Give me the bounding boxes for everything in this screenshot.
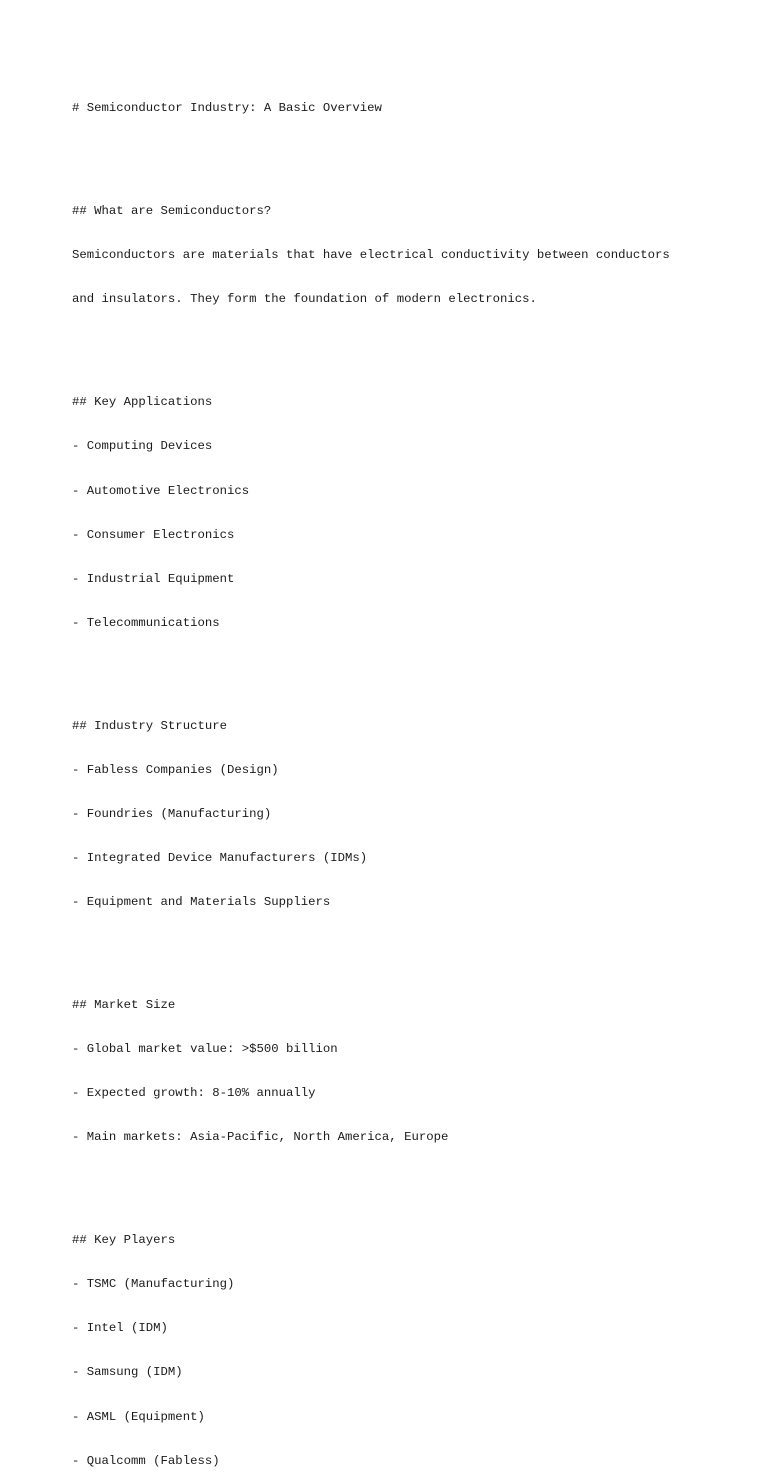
list-item: - Integrated Device Manufacturers (IDMs) <box>72 851 368 866</box>
list-item: - Consumer Electronics <box>72 527 235 542</box>
spacer <box>72 1174 712 1189</box>
section-heading-key-applications: ## Key Applications <box>72 395 213 410</box>
list-item: - Computing Devices <box>72 439 213 454</box>
spacer <box>72 660 712 675</box>
list-item: - Automotive Electronics <box>72 483 250 498</box>
spacer <box>72 337 712 352</box>
list-item: - Qualcomm (Fabless) <box>72 1453 220 1468</box>
paragraph-line: and insulators. They form the foundation of modern electronics. <box>72 292 537 307</box>
list-item: - Foundries (Manufacturing) <box>72 806 272 821</box>
section-heading-key-players: ## Key Players <box>72 1233 176 1248</box>
list-item: - Fabless Companies (Design) <box>72 762 279 777</box>
list-item: - Telecommunications <box>72 615 220 630</box>
spacer <box>72 939 712 954</box>
section-heading-industry-structure: ## Industry Structure <box>72 718 227 733</box>
section-heading-what-are-semiconductors: ## What are Semiconductors? <box>72 204 272 219</box>
list-item: - TSMC (Manufacturing) <box>72 1277 235 1292</box>
list-item: - ASML (Equipment) <box>72 1409 205 1424</box>
section-heading-market-size: ## Market Size <box>72 998 176 1012</box>
list-item: - Intel (IDM) <box>72 1321 168 1336</box>
list-item: - Industrial Equipment <box>72 571 235 586</box>
list-item: - Samsung (IDM) <box>72 1365 183 1380</box>
list-item: - Equipment and Materials Suppliers <box>72 895 331 910</box>
list-item: - Expected growth: 8-10% annually <box>72 1086 316 1101</box>
list-item: - Global market value: >$500 billion <box>72 1042 338 1057</box>
spacer <box>72 146 712 161</box>
document-body <box>72 72 712 1483</box>
paragraph-line: Semiconductors are materials that have electrical conductivity between conductors <box>72 248 670 263</box>
document-title: # Semiconductor Industry: A Basic Overview <box>72 101 382 116</box>
list-item: - Main markets: Asia-Pacific, North America, Europe <box>72 1130 449 1145</box>
